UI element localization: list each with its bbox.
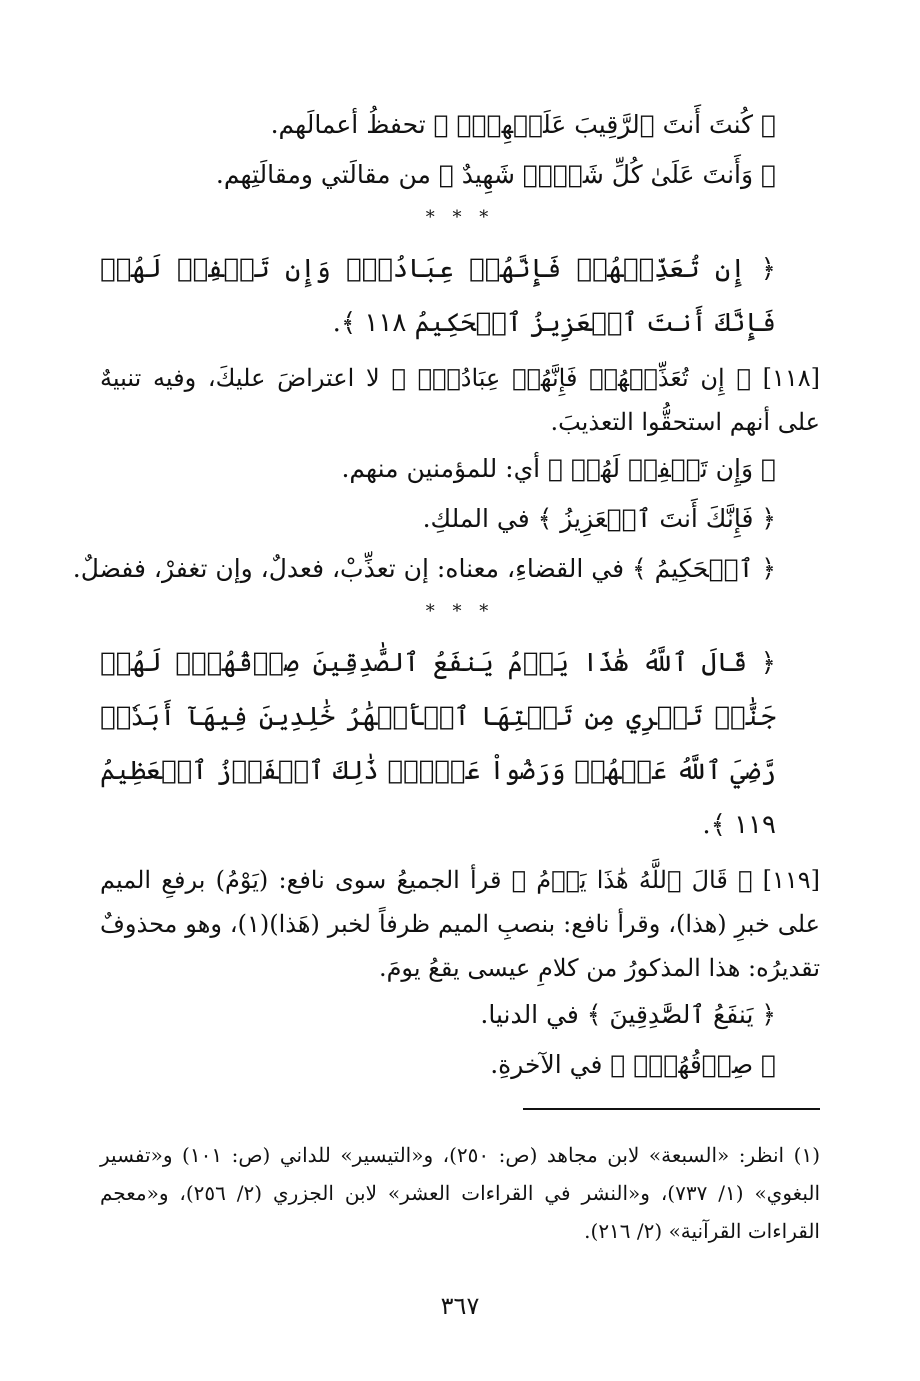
section-separator: * * * xyxy=(425,601,495,622)
footnote: (١) انظر: «السبعة» لابن مجاهد (ص: ٢٥٠)، و«التيسير» للداني (ص: ١٠١) و«تفسير البغوي» (١/ ٧٣٧)، و«النشر في القراءات العشر» لابن الجزري (٢/ ٢٥٦)، و«معجم القراءات القرآنية» (٢/ ٢١٦). xyxy=(100,1143,821,1243)
commentary-line-5: ﴿ ٱلۡحَكِيمُ ﴾ في القضاءِ، معناه: إن تعذِّبْ، فعدلٌ، وإن تغفرْ، ففضلٌ. xyxy=(72,554,776,583)
commentary-line-2: ﴿ وَأَنتَ عَلَىٰ كُلِّ شَيۡءٖ شَهِيدٌ ﴾ من مقالَتي ومقالَتِهم. xyxy=(215,160,776,189)
page-number: ٣٦٧ xyxy=(440,1292,480,1320)
commentary-line-7: ﴿ صِدۡقُهُمۡۚ ﴾ في الآخرةِ. xyxy=(490,1050,776,1079)
commentary-118: [١١٨] ﴿ إِن تُعَذِّبۡهُمۡ فَإِنَّهُمۡ عِبَادُكَۖ ﴾ لا اعتراضَ عليكَ، وفيه تنبيهٌ على أنهم استحقُّوا التعذيبَ. xyxy=(100,364,820,436)
verse-119: ﴿ قَالَ ٱللَّهُ هَٰذَا يَوۡمُ يَنفَعُ ٱلصَّٰدِقِينَ صِدۡقُهُمۡۚ لَهُمۡ جَنَّٰتٞ تَجۡرِي مِن تَحۡتِهَا ٱلۡأَنۡهَٰرُ خَٰلِدِينَ فِيهَآ أَبَدٗاۖ رَّضِيَ ٱللَّهُ عَنۡهُمۡ وَرَضُواْ عَنۡهُۚ ذَٰلِكَ ٱلۡفَوۡزُ ٱلۡعَظِيمُ ١١٩ ﴾. xyxy=(100,648,776,840)
verse-118: ﴿ إِن تُعَذِّبۡهُمۡ فَإِنَّهُمۡ عِبَادُكَۖ وَإِن تَغۡفِرۡ لَهُمۡ فَإِنَّكَ أَنتَ ٱلۡعَزِيزُ ٱلۡحَكِيمُ ١١٨ ﴾. xyxy=(100,254,776,338)
footnote-divider xyxy=(523,1108,820,1110)
commentary-line-1: ﴿ كُنتَ أَنتَ ٱلرَّقِيبَ عَلَيۡهِمۡۚ ﴾ تحفظُ أعمالَهم. xyxy=(270,110,776,139)
section-separator: * * * xyxy=(425,207,495,228)
commentary-line-4: ﴿ فَإِنَّكَ أَنتَ ٱلۡعَزِيزُ ﴾ في الملكِ. xyxy=(422,504,776,533)
commentary-line-6: ﴿ يَنفَعُ ٱلصَّٰدِقِينَ ﴾ في الدنيا. xyxy=(480,1000,776,1029)
commentary-119: [١١٩] ﴿ قَالَ ٱللَّهُ هَٰذَا يَوۡمُ ﴾ قرأ الجميعُ سوى نافع: (يَوْمُ) برفعِ الميم على خبرِ (هذا)، وقرأ نافع: بنصبِ الميم ظرفاً لخبر (هَذا)(١)، وهو محذوفٌ تقديرُه: هذا المذكورُ من كلامِ عيسى يقعُ يومَ. xyxy=(100,866,821,982)
commentary-line-3: ﴿ وَإِن تَغۡفِرۡ لَهُمۡ ﴾ أي: للمؤمنين منهم. xyxy=(341,454,776,483)
page-body xyxy=(72,100,821,1090)
